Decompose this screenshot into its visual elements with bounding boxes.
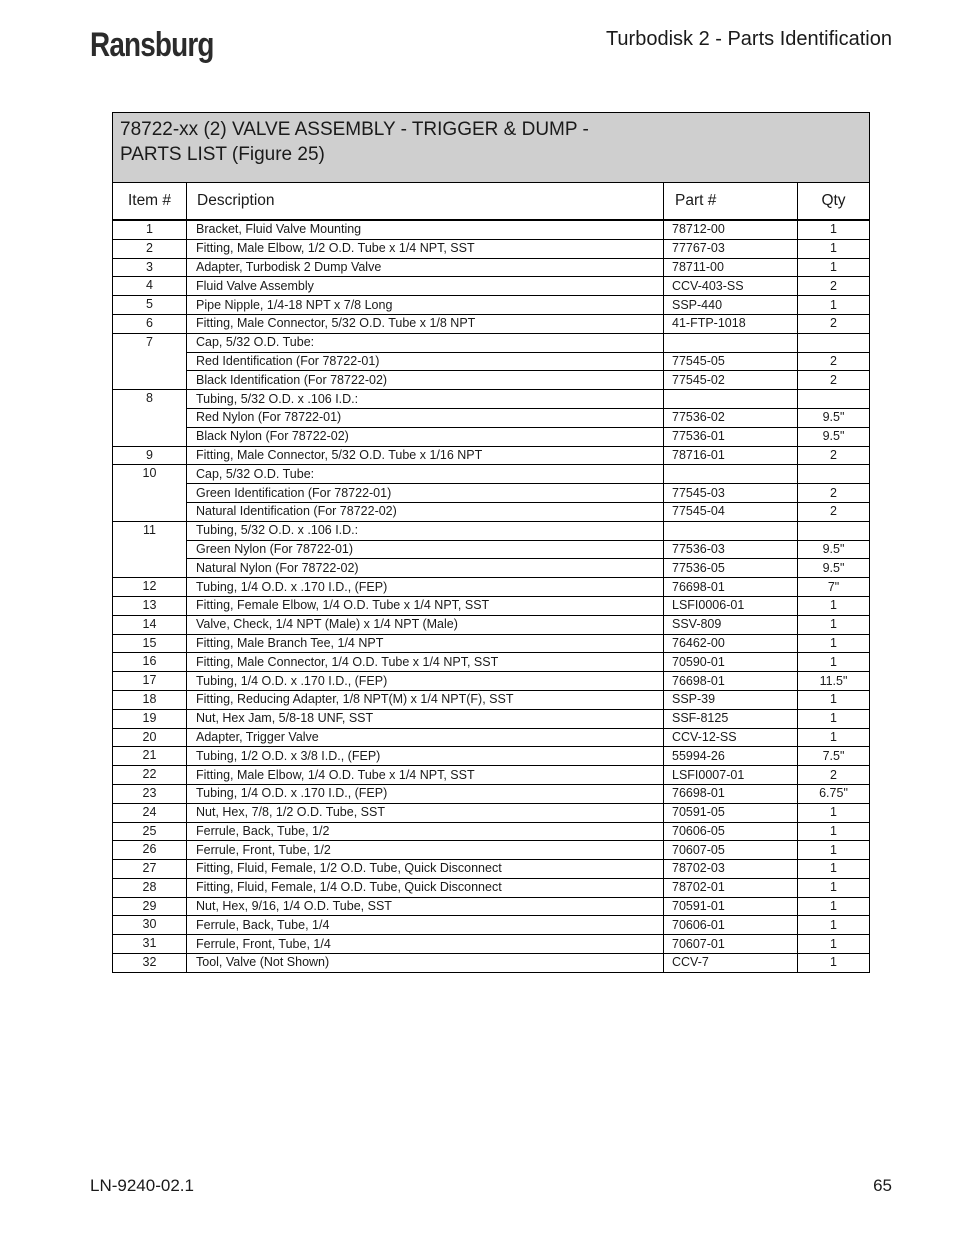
parts-list-table (112, 112, 870, 973)
cell-description: Natural Nylon (For 78722-02) (187, 559, 664, 578)
cell-part-number: 78712-00 (664, 220, 798, 239)
table-row (113, 521, 870, 540)
cell-description: Tubing, 1/4 O.D. x .170 I.D., (FEP) (187, 672, 664, 691)
cell-item-number: 3 (113, 258, 187, 277)
cell-qty: 1 (798, 803, 870, 822)
cell-part-number: 78711-00 (664, 258, 798, 277)
cell-qty: 2 (798, 277, 870, 296)
table-subrow (113, 559, 870, 578)
cell-description: Red Identification (For 78722-01) (187, 352, 664, 371)
cell-qty: 1 (798, 860, 870, 879)
table-row (113, 897, 870, 916)
table-row (113, 333, 870, 352)
cell-part-number: SSF-8125 (664, 709, 798, 728)
cell-qty: 1 (798, 690, 870, 709)
cell-part-number: 55994-26 (664, 747, 798, 766)
table-row (113, 220, 870, 239)
cell-item-number: 30 (113, 916, 187, 935)
parts-table-body (113, 220, 870, 972)
cell-description: Valve, Check, 1/4 NPT (Male) x 1/4 NPT (Male) (187, 615, 664, 634)
cell-item-number: 22 (113, 766, 187, 785)
table-subrow (113, 484, 870, 503)
cell-description: Fitting, Female Elbow, 1/4 O.D. Tube x 1/4 NPT, SST (187, 596, 664, 615)
table-subrow (113, 427, 870, 446)
cell-part-number: 70607-05 (664, 841, 798, 860)
cell-description: Ferrule, Front, Tube, 1/4 (187, 935, 664, 954)
cell-description: Tubing, 5/32 O.D. x .106 I.D.: (187, 521, 664, 540)
table-row (113, 653, 870, 672)
table-row (113, 314, 870, 333)
table-row (113, 954, 870, 973)
cell-item-number: 21 (113, 747, 187, 766)
cell-item-number: 24 (113, 803, 187, 822)
cell-qty: 6.75" (798, 784, 870, 803)
cell-item-number: 27 (113, 860, 187, 879)
cell-description: Red Nylon (For 78722-01) (187, 408, 664, 427)
cell-part-number: 70591-05 (664, 803, 798, 822)
cell-part-number: 41-FTP-1018 (664, 314, 798, 333)
cell-part-number: 77536-02 (664, 408, 798, 427)
cell-qty: 2 (798, 766, 870, 785)
brand-logo: Ransburg (90, 26, 214, 64)
cell-part-number: 78702-01 (664, 878, 798, 897)
cell-description: Fitting, Fluid, Female, 1/2 O.D. Tube, Quick Disconnect (187, 860, 664, 879)
cell-qty: 1 (798, 954, 870, 973)
cell-part-number: SSV-809 (664, 615, 798, 634)
table-row (113, 766, 870, 785)
table-row (113, 841, 870, 860)
cell-part-number (664, 465, 798, 484)
cell-part-number: 76462-00 (664, 634, 798, 653)
cell-item-number: 11 (113, 521, 187, 577)
cell-description: Nut, Hex, 7/8, 1/2 O.D. Tube, SST (187, 803, 664, 822)
cell-description: Green Nylon (For 78722-01) (187, 540, 664, 559)
cell-part-number: 77536-01 (664, 427, 798, 446)
cell-qty: 1 (798, 258, 870, 277)
cell-description: Black Identification (For 78722-02) (187, 371, 664, 390)
cell-item-number: 9 (113, 446, 187, 465)
cell-description: Tubing, 5/32 O.D. x .106 I.D.: (187, 390, 664, 409)
cell-qty: 1 (798, 878, 870, 897)
cell-qty: 1 (798, 935, 870, 954)
cell-part-number: LSFI0006-01 (664, 596, 798, 615)
cell-part-number: 78716-01 (664, 446, 798, 465)
cell-description: Fitting, Fluid, Female, 1/4 O.D. Tube, Quick Disconnect (187, 878, 664, 897)
table-row (113, 596, 870, 615)
cell-item-number: 7 (113, 333, 187, 389)
cell-qty: 11.5" (798, 672, 870, 691)
cell-part-number (664, 390, 798, 409)
cell-item-number: 20 (113, 728, 187, 747)
table-row (113, 672, 870, 691)
table-row (113, 690, 870, 709)
page-header-title: Turbodisk 2 - Parts Identification (605, 28, 892, 50)
cell-part-number: 77536-05 (664, 559, 798, 578)
table-row (113, 390, 870, 409)
cell-part-number: 77545-03 (664, 484, 798, 503)
table-row (113, 615, 870, 634)
cell-description: Adapter, Trigger Valve (187, 728, 664, 747)
table-row (113, 784, 870, 803)
cell-description: Fitting, Male Elbow, 1/4 O.D. Tube x 1/4 NPT, SST (187, 766, 664, 785)
cell-qty: 9.5" (798, 427, 870, 446)
table-subrow (113, 540, 870, 559)
cell-qty: 9.5" (798, 540, 870, 559)
table-row (113, 709, 870, 728)
cell-description: Nut, Hex, 9/16, 1/4 O.D. Tube, SST (187, 897, 664, 916)
cell-part-number: 76698-01 (664, 784, 798, 803)
table-row (113, 446, 870, 465)
cell-qty: 1 (798, 296, 870, 315)
cell-part-number: LSFI0007-01 (664, 766, 798, 785)
cell-part-number: 70607-01 (664, 935, 798, 954)
cell-description: Fitting, Male Connector, 5/32 O.D. Tube x 1/8 NPT (187, 314, 664, 333)
document-number: LN-9240-02.1 (90, 1176, 194, 1195)
cell-item-number: 28 (113, 878, 187, 897)
cell-item-number: 15 (113, 634, 187, 653)
cell-description: Cap, 5/32 O.D. Tube: (187, 465, 664, 484)
cell-qty: 2 (798, 446, 870, 465)
column-header-part: Part # (664, 183, 798, 221)
cell-part-number: 76698-01 (664, 672, 798, 691)
cell-description: Tool, Valve (Not Shown) (187, 954, 664, 973)
cell-qty: 1 (798, 728, 870, 747)
cell-description: Tubing, 1/2 O.D. x 3/8 I.D., (FEP) (187, 747, 664, 766)
cell-part-number: CCV-403-SS (664, 277, 798, 296)
cell-item-number: 26 (113, 841, 187, 860)
table-row (113, 277, 870, 296)
cell-description: Natural Identification (For 78722-02) (187, 502, 664, 521)
table-row (113, 634, 870, 653)
table-row (113, 465, 870, 484)
cell-item-number: 13 (113, 596, 187, 615)
cell-description: Ferrule, Back, Tube, 1/4 (187, 916, 664, 935)
cell-qty: 1 (798, 220, 870, 239)
table-row (113, 822, 870, 841)
cell-qty: 2 (798, 484, 870, 503)
cell-qty: 2 (798, 502, 870, 521)
cell-part-number: 70606-01 (664, 916, 798, 935)
cell-item-number: 10 (113, 465, 187, 521)
cell-qty: 9.5" (798, 408, 870, 427)
cell-part-number (664, 333, 798, 352)
cell-qty (798, 465, 870, 484)
cell-qty: 1 (798, 709, 870, 728)
cell-description: Black Nylon (For 78722-02) (187, 427, 664, 446)
cell-item-number: 23 (113, 784, 187, 803)
cell-qty: 1 (798, 239, 870, 258)
cell-item-number: 16 (113, 653, 187, 672)
cell-description: Nut, Hex Jam, 5/8-18 UNF, SST (187, 709, 664, 728)
cell-item-number: 2 (113, 239, 187, 258)
table-row (113, 239, 870, 258)
cell-item-number: 17 (113, 672, 187, 691)
cell-item-number: 12 (113, 578, 187, 597)
table-row (113, 258, 870, 277)
column-header-item: Item # (113, 183, 187, 221)
cell-part-number: 70606-05 (664, 822, 798, 841)
column-header-row (113, 183, 870, 221)
cell-item-number: 5 (113, 296, 187, 315)
cell-qty: 1 (798, 897, 870, 916)
cell-part-number: CCV-12-SS (664, 728, 798, 747)
cell-part-number: 77545-05 (664, 352, 798, 371)
table-subrow (113, 352, 870, 371)
cell-description: Bracket, Fluid Valve Mounting (187, 220, 664, 239)
table-row (113, 878, 870, 897)
cell-item-number: 19 (113, 709, 187, 728)
cell-item-number: 18 (113, 690, 187, 709)
table-row (113, 935, 870, 954)
cell-part-number: 70591-01 (664, 897, 798, 916)
cell-part-number: 77545-02 (664, 371, 798, 390)
cell-description: Fitting, Male Connector, 1/4 O.D. Tube x 1/4 NPT, SST (187, 653, 664, 672)
cell-qty: 1 (798, 822, 870, 841)
cell-part-number: CCV-7 (664, 954, 798, 973)
cell-item-number: 4 (113, 277, 187, 296)
table-row (113, 296, 870, 315)
cell-part-number: SSP-440 (664, 296, 798, 315)
cell-qty: 1 (798, 596, 870, 615)
cell-description: Pipe Nipple, 1/4-18 NPT x 7/8 Long (187, 296, 664, 315)
cell-description: Ferrule, Back, Tube, 1/2 (187, 822, 664, 841)
cell-part-number: 77536-03 (664, 540, 798, 559)
cell-part-number: 76698-01 (664, 578, 798, 597)
cell-item-number: 1 (113, 220, 187, 239)
table-row (113, 747, 870, 766)
cell-qty: 1 (798, 634, 870, 653)
cell-description: Fluid Valve Assembly (187, 277, 664, 296)
table-title (113, 113, 870, 183)
cell-description: Fitting, Male Branch Tee, 1/4 NPT (187, 634, 664, 653)
page-number: 65 (873, 1176, 892, 1195)
cell-qty (798, 521, 870, 540)
table-title-line-2: PARTS LIST (Figure 25) (120, 144, 325, 165)
cell-qty: 7" (798, 578, 870, 597)
cell-item-number: 14 (113, 615, 187, 634)
cell-part-number: 70590-01 (664, 653, 798, 672)
table-title-line-1: 78722-xx (2) VALVE ASSEMBLY - TRIGGER & DUMP - (120, 119, 589, 140)
cell-qty (798, 390, 870, 409)
cell-qty: 2 (798, 352, 870, 371)
table-row (113, 728, 870, 747)
cell-description: Green Identification (For 78722-01) (187, 484, 664, 503)
cell-qty: 9.5" (798, 559, 870, 578)
cell-part-number: SSP-39 (664, 690, 798, 709)
cell-description: Adapter, Turbodisk 2 Dump Valve (187, 258, 664, 277)
cell-part-number: 77545-04 (664, 502, 798, 521)
cell-part-number: 78702-03 (664, 860, 798, 879)
column-header-qty: Qty (798, 183, 870, 221)
cell-item-number: 25 (113, 822, 187, 841)
table-row (113, 916, 870, 935)
cell-qty: 2 (798, 371, 870, 390)
cell-description: Ferrule, Front, Tube, 1/2 (187, 841, 664, 860)
cell-qty: 7.5" (798, 747, 870, 766)
cell-item-number: 6 (113, 314, 187, 333)
cell-description: Fitting, Male Elbow, 1/2 O.D. Tube x 1/4 NPT, SST (187, 239, 664, 258)
cell-qty: 1 (798, 653, 870, 672)
cell-description: Tubing, 1/4 O.D. x .170 I.D., (FEP) (187, 578, 664, 597)
cell-qty: 2 (798, 314, 870, 333)
cell-item-number: 32 (113, 954, 187, 973)
cell-part-number: 77767-03 (664, 239, 798, 258)
cell-qty (798, 333, 870, 352)
table-row (113, 578, 870, 597)
cell-description: Fitting, Reducing Adapter, 1/8 NPT(M) x 1/4 NPT(F), SST (187, 690, 664, 709)
cell-description: Tubing, 1/4 O.D. x .170 I.D., (FEP) (187, 784, 664, 803)
cell-item-number: 31 (113, 935, 187, 954)
cell-qty: 1 (798, 615, 870, 634)
table-subrow (113, 371, 870, 390)
cell-description: Fitting, Male Connector, 5/32 O.D. Tube x 1/16 NPT (187, 446, 664, 465)
cell-description: Cap, 5/32 O.D. Tube: (187, 333, 664, 352)
table-subrow (113, 408, 870, 427)
cell-qty: 1 (798, 841, 870, 860)
table-row (113, 860, 870, 879)
cell-item-number: 29 (113, 897, 187, 916)
cell-part-number (664, 521, 798, 540)
column-header-description: Description (187, 183, 664, 221)
cell-qty: 1 (798, 916, 870, 935)
table-row (113, 803, 870, 822)
table-subrow (113, 502, 870, 521)
cell-item-number: 8 (113, 390, 187, 446)
